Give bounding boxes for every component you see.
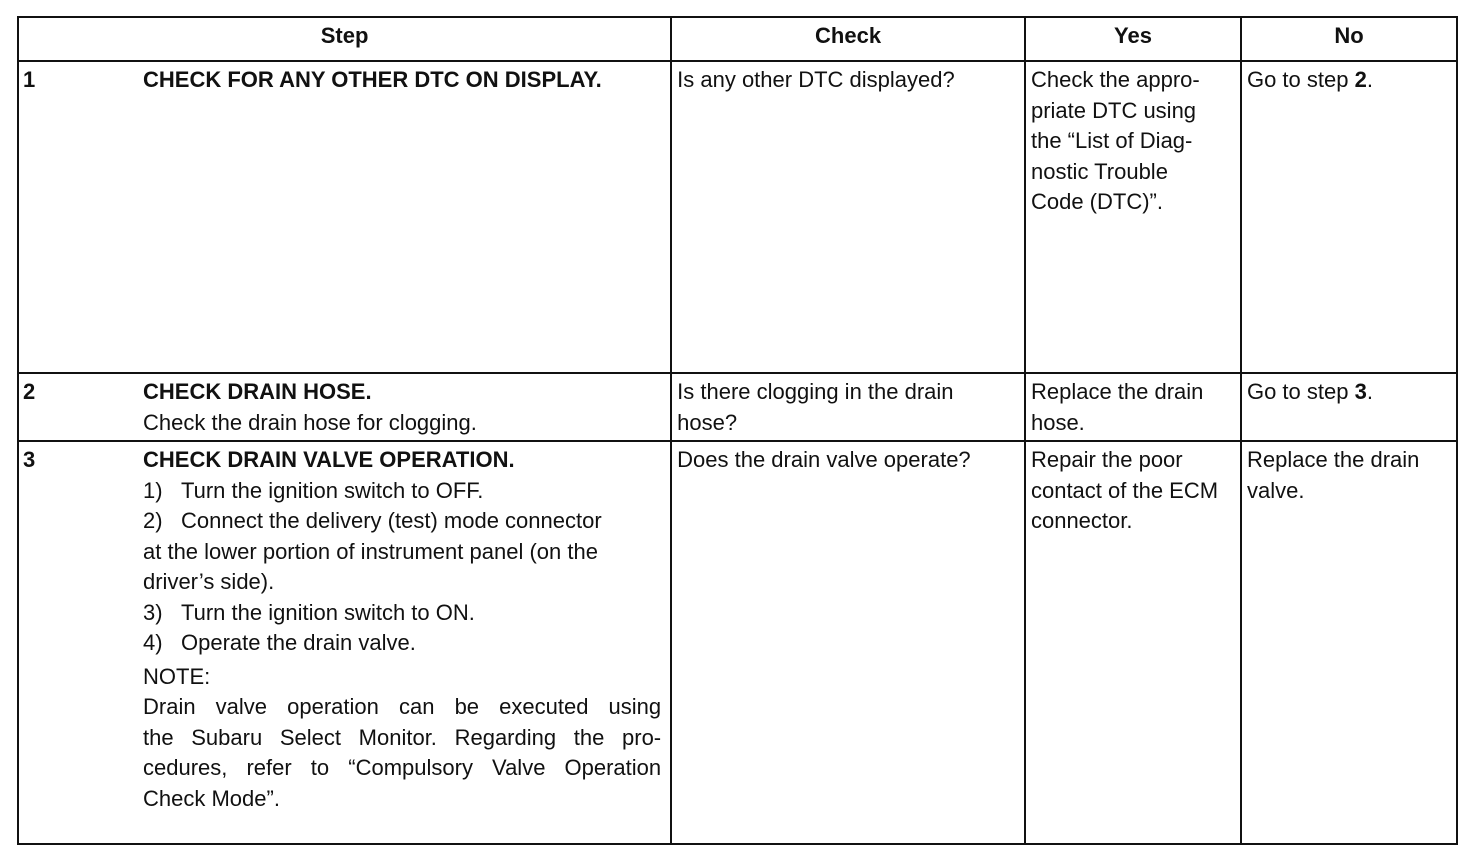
no-step-ref: 3 — [1354, 379, 1367, 404]
check-cell — [671, 373, 1025, 441]
no-cell — [1241, 441, 1457, 844]
yes-line: Code (DTC)”. — [1030, 189, 1163, 214]
note-line: Check Mode”. — [143, 785, 280, 811]
note-label: NOTE: — [143, 663, 211, 689]
check-line: Is any other DTC displayed? — [677, 67, 955, 92]
yes-line: hose. — [1030, 409, 1085, 435]
header-check: Check — [671, 17, 1025, 61]
note-line: cedures, refer to “Compulsory Valve Operation — [143, 755, 662, 780]
check-line: hose? — [677, 409, 738, 435]
yes-line: connector. — [1030, 508, 1133, 533]
step-cell — [18, 61, 671, 373]
no-suffix: . — [1366, 67, 1373, 92]
step-detail: Check the drain hose for clogging. — [143, 409, 477, 435]
substep-text: Operate the drain valve. — [181, 630, 416, 655]
diagnostic-table — [17, 16, 1458, 845]
no-line: valve. — [1246, 477, 1305, 503]
substep-text: Turn the ignition switch to ON. — [181, 599, 475, 625]
header-yes: Yes — [1025, 17, 1241, 61]
note-line: the Subaru Select Monitor. Regarding the pro- — [143, 724, 662, 750]
substep-number: 4) — [143, 630, 163, 655]
no-prefix: Go to step — [1246, 67, 1355, 92]
table-row — [18, 61, 1457, 373]
substep — [143, 598, 661, 629]
check-cell — [671, 441, 1025, 844]
table-row — [18, 441, 1457, 844]
substep-continuation: driver’s side). — [143, 569, 275, 594]
no-step-ref: 2 — [1354, 67, 1367, 92]
yes-line: nostic Trouble — [1030, 158, 1168, 184]
step-body — [143, 445, 665, 814]
substep — [143, 628, 661, 659]
step-title: CHECK DRAIN VALVE OPERATION. — [143, 447, 515, 472]
step-title: CHECK DRAIN HOSE. — [143, 379, 372, 404]
step-number: 3 — [23, 447, 36, 472]
no-suffix: . — [1366, 379, 1373, 404]
yes-line: priate DTC using — [1030, 97, 1197, 123]
yes-line: the “List of Diag- — [1030, 128, 1193, 153]
yes-line: Repair the poor — [1030, 447, 1183, 472]
substep-number: 1) — [143, 477, 163, 503]
no-prefix: Go to step — [1246, 379, 1355, 404]
table-row — [18, 373, 1457, 441]
yes-line: Replace the drain — [1030, 379, 1204, 404]
no-cell — [1241, 373, 1457, 441]
header-row — [18, 17, 1457, 61]
step-number: 2 — [23, 379, 36, 404]
header-step: Step — [18, 17, 671, 61]
step-cell — [18, 373, 671, 441]
note-line: Drain valve operation can be executed using — [143, 694, 662, 719]
step-title: CHECK FOR ANY OTHER DTC ON DISPLAY. — [143, 67, 602, 92]
substep-text: Connect the delivery (test) mode connector — [181, 508, 602, 533]
yes-cell — [1025, 441, 1241, 844]
substep-text: Turn the ignition switch to OFF. — [181, 477, 484, 503]
no-line: Replace the drain — [1246, 447, 1420, 472]
header-no: No — [1241, 17, 1457, 61]
check-line: Does the drain valve operate? — [677, 447, 971, 472]
step-body — [143, 377, 665, 438]
check-line: Is there clogging in the drain — [677, 379, 954, 404]
step-number: 1 — [23, 67, 36, 92]
yes-line: contact of the ECM — [1030, 477, 1219, 503]
step-cell — [18, 441, 671, 844]
step-body — [143, 65, 665, 96]
yes-cell — [1025, 373, 1241, 441]
yes-cell — [1025, 61, 1241, 373]
no-cell — [1241, 61, 1457, 373]
substep-continuation: at the lower portion of instrument panel (on the — [143, 538, 598, 564]
substep-number: 2) — [143, 508, 163, 533]
yes-line: Check the appro- — [1030, 67, 1200, 92]
substep — [143, 476, 661, 507]
substep-number: 3) — [143, 599, 163, 625]
check-cell — [671, 61, 1025, 373]
substep — [143, 506, 661, 537]
